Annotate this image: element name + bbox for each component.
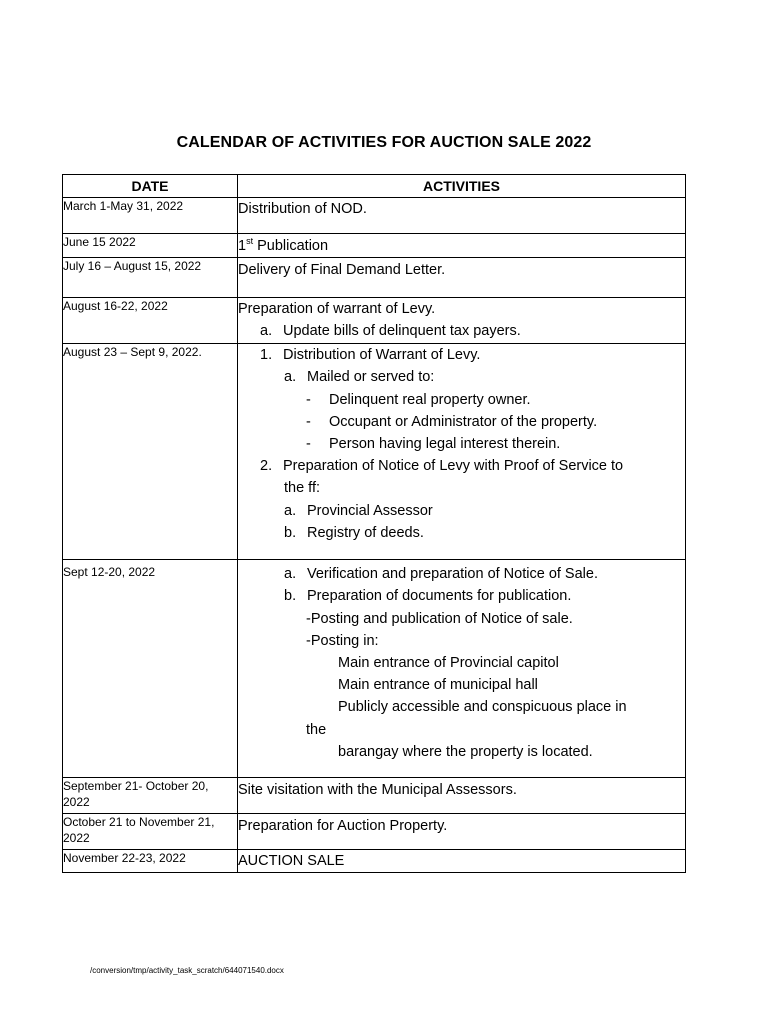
table-row	[63, 778, 686, 814]
activity-cell	[238, 234, 686, 258]
date-cell: October 21 to November 21, 2022	[63, 814, 238, 850]
activity-line: AUCTION SALE	[238, 853, 345, 870]
activity-line: a. Mailed or served to:	[238, 366, 685, 388]
list-marker: a.	[260, 323, 273, 340]
activity-line: b. Registry of deeds.	[238, 522, 685, 544]
activities-header: ACTIVITIES	[238, 175, 686, 198]
activity-line: - Delinquent real property owner.	[238, 389, 685, 411]
date-cell: Sept 12-20, 2022	[63, 560, 238, 778]
activity-line: Site visitation with the Municipal Assessors.	[238, 782, 517, 799]
table-row	[63, 344, 686, 560]
activity-line: 1. Distribution of Warrant of Levy.	[238, 344, 685, 366]
activity-line: Delivery of Final Demand Letter.	[238, 262, 446, 279]
list-marker: 2.	[260, 458, 273, 475]
activity-cell	[238, 298, 686, 344]
activity-cell	[238, 344, 686, 560]
activity-line: the ff:	[284, 480, 321, 497]
table-row	[63, 258, 686, 298]
list-marker: a.	[284, 369, 297, 386]
activity-line: a. Update bills of delinquent tax payers.	[238, 320, 685, 342]
activity-cell	[238, 814, 686, 850]
date-cell: August 16-22, 2022	[63, 298, 238, 344]
activity-cell	[238, 560, 686, 778]
table-header-row	[63, 175, 686, 198]
ordinal-suffix: st	[246, 236, 254, 247]
date-cell: August 23 – Sept 9, 2022.	[63, 344, 238, 560]
activity-line: Main entrance of municipal hall	[338, 677, 538, 694]
activity-cell	[238, 198, 686, 234]
activity-line: Preparation of warrant of Levy.	[238, 301, 436, 318]
file-path-footer: /conversion/tmp/activity_task_scratch/644071540.docx	[90, 966, 284, 975]
date-cell: September 21- October 20, 2022	[63, 778, 238, 814]
activity-line: barangay where the property is located.	[338, 743, 593, 760]
activity-line: b. Preparation of documents for publication.	[238, 585, 685, 607]
activity-line: a. Provincial Assessor	[238, 500, 685, 522]
activity-line: Publicly accessible and conspicuous place in	[338, 699, 627, 716]
activities-table	[62, 174, 686, 873]
activity-line: Preparation for Auction Property.	[238, 818, 448, 835]
table-row	[63, 850, 686, 873]
date-cell: June 15 2022	[63, 234, 238, 258]
activity-line: a. Verification and preparation of Notice of Sale.	[238, 563, 685, 585]
publication-number: 1	[238, 238, 247, 254]
publication-text: Publication	[253, 238, 329, 254]
activity-line: -Posting in:	[306, 632, 379, 649]
date-cell: March 1-May 31, 2022	[63, 198, 238, 234]
list-marker: a.	[284, 502, 297, 519]
activity-line: - Person having legal interest therein.	[238, 433, 685, 455]
activity-cell	[238, 258, 686, 298]
table-row	[63, 560, 686, 778]
list-marker: 1.	[260, 347, 273, 364]
list-marker: b.	[284, 524, 297, 541]
activity-line: the	[306, 721, 327, 738]
date-header: DATE	[63, 175, 238, 198]
activity-line: 2. Preparation of Notice of Levy with Proof of Service to	[238, 455, 685, 477]
list-marker: -	[306, 391, 311, 408]
page-title: CALENDAR OF ACTIVITIES FOR AUCTION SALE 2022	[176, 134, 592, 151]
activity-line: Main entrance of Provincial capitol	[338, 655, 559, 672]
list-marker: -	[306, 436, 311, 453]
activity-line: Distribution of NOD.	[238, 201, 367, 217]
table-row	[63, 814, 686, 850]
activity-line: - Occupant or Administrator of the property.	[238, 411, 685, 433]
list-marker: a.	[284, 566, 297, 583]
activity-line: -Posting and publication of Notice of sale.	[306, 610, 573, 627]
activity-line	[238, 235, 685, 257]
date-cell: July 16 – August 15, 2022	[63, 258, 238, 298]
date-cell: November 22-23, 2022	[63, 850, 238, 873]
table-row	[63, 234, 686, 258]
table-row	[63, 298, 686, 344]
activity-cell	[238, 778, 686, 814]
list-marker: b.	[284, 588, 297, 605]
activity-cell	[238, 850, 686, 873]
table-row	[63, 198, 686, 234]
list-marker: -	[306, 413, 311, 430]
